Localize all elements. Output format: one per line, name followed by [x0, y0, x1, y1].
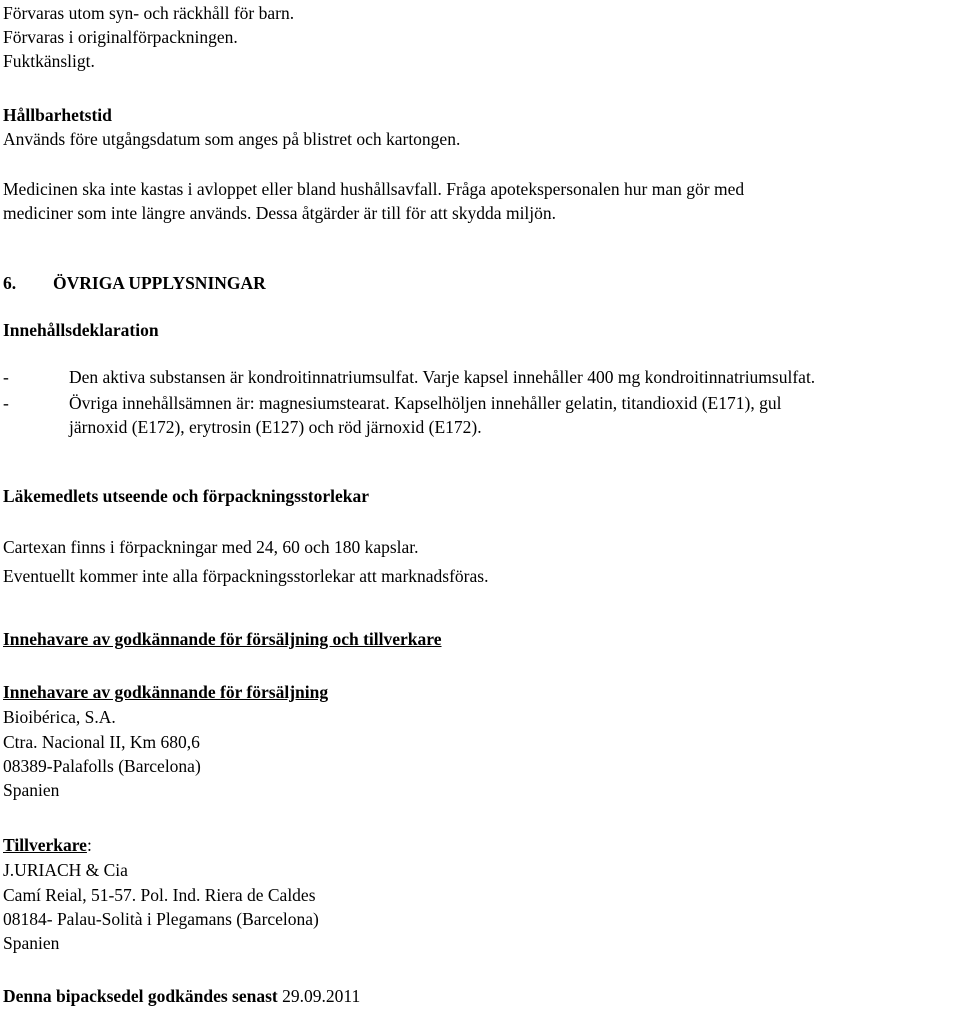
contents-item-2-line-2: järnoxid (E172), erytrosin (E127) och röd järnoxid (E172).: [69, 417, 482, 437]
manufacturer-name: J.URIACH & Cia: [3, 860, 128, 880]
contents-bullet-1: -: [3, 367, 9, 387]
approval-label: Denna bipacksedel godkändes senast: [3, 986, 278, 1006]
shelf-life-heading: Hållbarhetstid: [3, 105, 112, 125]
contents-heading: Innehållsdeklaration: [3, 320, 159, 340]
appearance-line-1: Cartexan finns i förpackningar med 24, 60 och 180 kapslar.: [3, 537, 419, 557]
holder-address-1: Ctra. Nacional II, Km 680,6: [3, 732, 200, 752]
storage-line-3: Fuktkänsligt.: [3, 51, 95, 71]
holder-address-2: 08389-Palafolls (Barcelona): [3, 756, 201, 776]
section-title: ÖVRIGA UPPLYSNINGAR: [53, 273, 266, 293]
manufacturer-heading-colon: :: [86, 835, 92, 855]
manufacturer-address-1: Camí Reial, 51-57. Pol. Ind. Riera de Caldes: [3, 885, 316, 905]
approval-date: 29.09.2011: [282, 986, 361, 1006]
section-number: 6.: [3, 273, 17, 293]
holder-heading: Innehavare av godkännande för försäljning och tillverkare: [3, 629, 442, 649]
contents-item-2-line-1: Övriga innehållsämnen är: magnesiumstearat. Kapselhöljen innehåller gelatin, titandioxid (E171), gul: [69, 393, 782, 413]
contents-bullet-2: -: [3, 393, 9, 413]
shelf-life-text: Används före utgångsdatum som anges på blistret och kartongen.: [3, 129, 461, 149]
disposal-line-1: Medicinen ska inte kastas i avloppet eller bland hushållsavfall. Fråga apotekspersonalen hur man gör med: [3, 179, 745, 199]
manufacturer-heading: Tillverkare: [3, 835, 87, 855]
appearance-line-2: Eventuellt kommer inte alla förpackningsstorlekar att marknadsföras.: [3, 566, 489, 586]
storage-line-2: Förvaras i originalförpackningen.: [3, 27, 238, 47]
holder-country: Spanien: [3, 780, 60, 800]
manufacturer-address-2: 08184- Palau-Solità i Plegamans (Barcelona): [3, 909, 319, 929]
storage-line-1: Förvaras utom syn- och räckhåll för barn.: [3, 3, 295, 23]
manufacturer-heading-line: [3, 837, 92, 855]
manufacturer-country: Spanien: [3, 933, 60, 953]
approval-line: [3, 988, 360, 1006]
contents-item-1: Den aktiva substansen är kondroitinnatriumsulfat. Varje kapsel innehåller 400 mg kondroitinnatriumsulfat.: [69, 367, 816, 387]
disposal-line-2: mediciner som inte längre används. Dessa åtgärder är till för att skydda miljön.: [3, 203, 557, 223]
holder-name: Bioibérica, S.A.: [3, 707, 116, 727]
holder-subheading: Innehavare av godkännande för försäljning: [3, 682, 329, 702]
appearance-heading: Läkemedlets utseende och förpackningsstorlekar: [3, 486, 370, 506]
